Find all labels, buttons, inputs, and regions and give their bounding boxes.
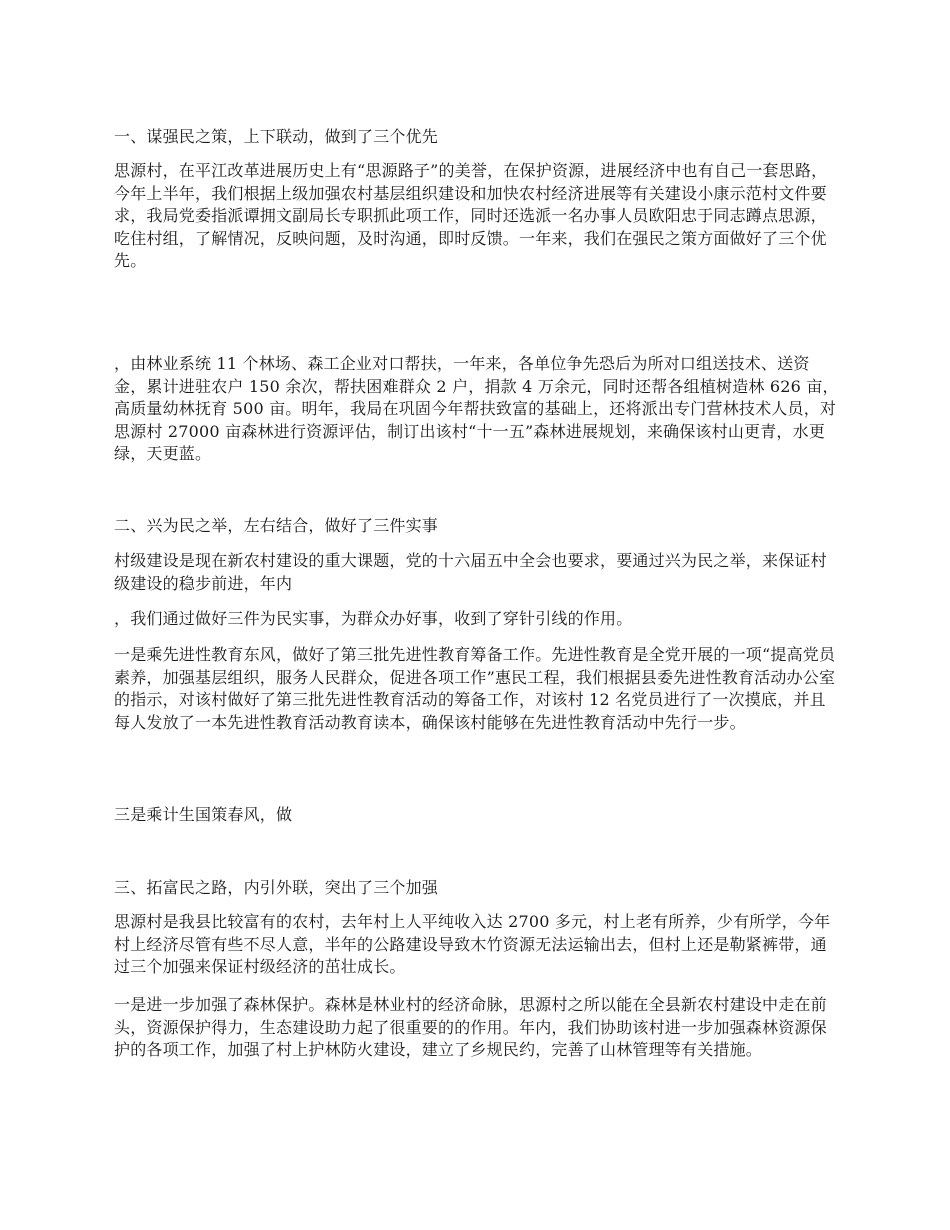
section-heading-3: 三、拓富民之路，内引外联，突出了三个加强	[114, 878, 439, 897]
paragraph-7: 思源村是我县比较富有的农村，去年村上人平纯收入达 2700 多元，村上老有所养，少有所学，今年村上经济尽管有些不尽人意，半年的公路建设导致木竹资源无法运输出去，但村上还是勒紧裤带，通过三个加强来保证村级经济的茁壮成长。	[114, 912, 831, 976]
paragraph-5: 一是乘先进性教育东风，做好了第三批先进性教育筹备工作。先进性教育是全党开展的一项“提高党员素养，加强基层组织，服务人民群众，促进各项工作”惠民工程，我们根据县委先进性教育活动办公室的指示，对该村做好了第三批先进性教育活动的筹备工作，对该村 12 名党员进行了一次摸底，并且每人发放了一本先进性教育活动教育读本，确保该村能够在先进性教育活动中先行一步。	[114, 645, 836, 732]
paragraph-2: ，由林业系统 11 个林场、森工企业对口帮扶，一年来，各单位争先恐后为所对口组送技术、送资金，累计进驻农户 150 余次，帮扶困难群众 2 户，捐款 4 万余元，同时还帮各组植树造林 626 亩，高质量幼林抚育 500 亩。明年，我局在巩固今年帮扶致富的基础上，还将派出专门营林技术人员，对思源村 27000 亩森林进行资源评估，制订出该村“十一五”森林进展规划，来确保该村山更青，水更绿，天更蓝。	[114, 354, 839, 463]
paragraph-3: 村级建设是现在新农村建设的重大课题，党的十六届五中全会也要求，要通过兴为民之举，来保证村级建设的稳步前进，年内	[114, 551, 827, 593]
section-heading-2: 二、兴为民之举，左右结合，做好了三件实事	[114, 516, 439, 535]
paragraph-1: 思源村，在平江改革进展历史上有“思源路子”的美誉，在保护资源，进展经济中也有自己一套思路，今年上半年，我们根据上级加强农村基层组织建设和加快农村经济进展等有关建设小康示范村文件要求，我局党委指派谭拥文副局长专职抓此项工作，同时还选派一名办事人员欧阳忠于同志蹲点思源，吃住村组，了解情况，反映问题，及时沟通，即时反馈。一年来，我们在强民之策方面做好了三个优先。	[114, 161, 828, 270]
paragraph-6: 三是乘计生国策春风，做	[114, 805, 293, 824]
paragraph-8: 一是进一步加强了森林保护。森林是林业村的经济命脉，思源村之所以能在全县新农村建设中走在前头，资源保护得力，生态建设助力起了很重要的的作用。年内，我们协助该村进一步加强森林资源保护的各项工作，加强了村上护林防火建设，建立了乡规民约，完善了山林管理等有关措施。	[114, 995, 827, 1059]
paragraph-4: ，我们通过做好三件为民实事，为群众办好事，收到了穿针引线的作用。	[114, 609, 633, 628]
section-heading-1: 一、谋强民之策，上下联动，做到了三个优先	[114, 127, 439, 146]
